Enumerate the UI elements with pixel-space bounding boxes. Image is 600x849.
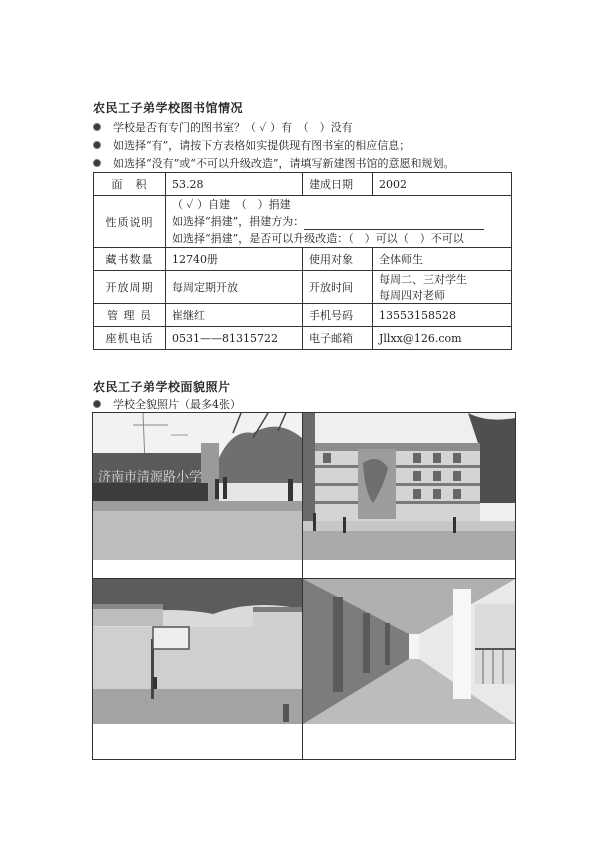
phone-value: 0531——81315722 — [166, 327, 303, 350]
question-has-library: 学校是否有专门的图书室？（ ✓ ）有 （ ）没有 — [113, 121, 353, 134]
admin-label: 管 理 员 — [94, 304, 166, 327]
table-row — [94, 304, 512, 327]
table-row — [94, 327, 512, 350]
nature-label: 性质说明 — [94, 196, 166, 248]
nature-line-1: （ ✓ ）自建 （ ）捐建 — [172, 198, 291, 211]
phone-label: 座机电话 — [94, 327, 166, 350]
books-label: 藏书数量 — [94, 248, 166, 271]
table-row — [94, 173, 512, 196]
users-value: 全体师生 — [373, 248, 512, 271]
corridor-image — [303, 579, 515, 724]
users-label: 使用对象 — [303, 248, 373, 271]
gate-sign-text: 济南市清源路小学 — [98, 470, 203, 485]
table-row — [94, 271, 512, 304]
area-label: 面 积 — [94, 173, 166, 196]
donor-prompt: 如选择“捐建”，捐建方为： — [172, 215, 305, 228]
bullet-icon — [93, 400, 101, 408]
building-image — [303, 413, 515, 560]
nature-line-2 — [172, 213, 505, 230]
photo-corridor — [303, 579, 515, 724]
list-item — [93, 395, 241, 413]
build-date-label: 建成日期 — [303, 173, 373, 196]
open-period-label: 开放周期 — [94, 271, 166, 304]
open-time-label: 开放时间 — [303, 271, 373, 304]
photo-instruction: 学校全貌照片（最多4张） — [113, 398, 241, 411]
open-period-value: 每周定期开放 — [166, 271, 303, 304]
list-item — [93, 154, 523, 172]
list-item — [93, 118, 523, 136]
open-time-value — [373, 271, 512, 304]
email-value: Jllxx@126.com — [373, 327, 512, 350]
photo-grid — [92, 412, 516, 760]
bullet-icon — [93, 123, 101, 131]
photo-playground — [93, 579, 302, 724]
instruction-if-yes: 如选择“有”，请按下方表格如实提供现有图书室的相应信息； — [113, 139, 411, 152]
nature-line-3: 如选择“捐建”，是否可以升级改造：（ ）可以（ ）不可以 — [172, 232, 464, 245]
open-time-students: 每周二、三对学生 — [379, 273, 467, 286]
admin-value: 崔继红 — [166, 304, 303, 327]
photos-section-title: 农民工子弟学校面貌照片 — [93, 380, 231, 394]
photo-school-gate — [93, 413, 302, 560]
photo-teaching-building — [303, 413, 515, 560]
mobile-label: 手机号码 — [303, 304, 373, 327]
instruction-if-no: 如选择“没有”或“不可以升级改造”，请填写新建图书馆的意愿和规划。 — [113, 157, 455, 170]
table-row — [94, 196, 512, 248]
email-label: 电子邮箱 — [303, 327, 373, 350]
books-value: 12740册 — [166, 248, 303, 271]
nature-value — [166, 196, 512, 248]
gate-image — [93, 413, 302, 560]
bullet-icon — [93, 159, 101, 167]
library-section-title: 农民工子弟学校图书馆情况 — [93, 101, 244, 115]
open-time-teachers: 每周四对老师 — [379, 289, 445, 302]
library-info-table — [93, 172, 512, 350]
build-date-value: 2002 — [373, 173, 512, 196]
mobile-value: 13553158528 — [373, 304, 512, 327]
donor-blank — [304, 217, 484, 230]
bullet-icon — [93, 141, 101, 149]
playground-image — [93, 579, 302, 724]
list-item — [93, 136, 523, 154]
area-value: 53.28 — [166, 173, 303, 196]
question-list — [93, 118, 523, 172]
table-row — [94, 248, 512, 271]
